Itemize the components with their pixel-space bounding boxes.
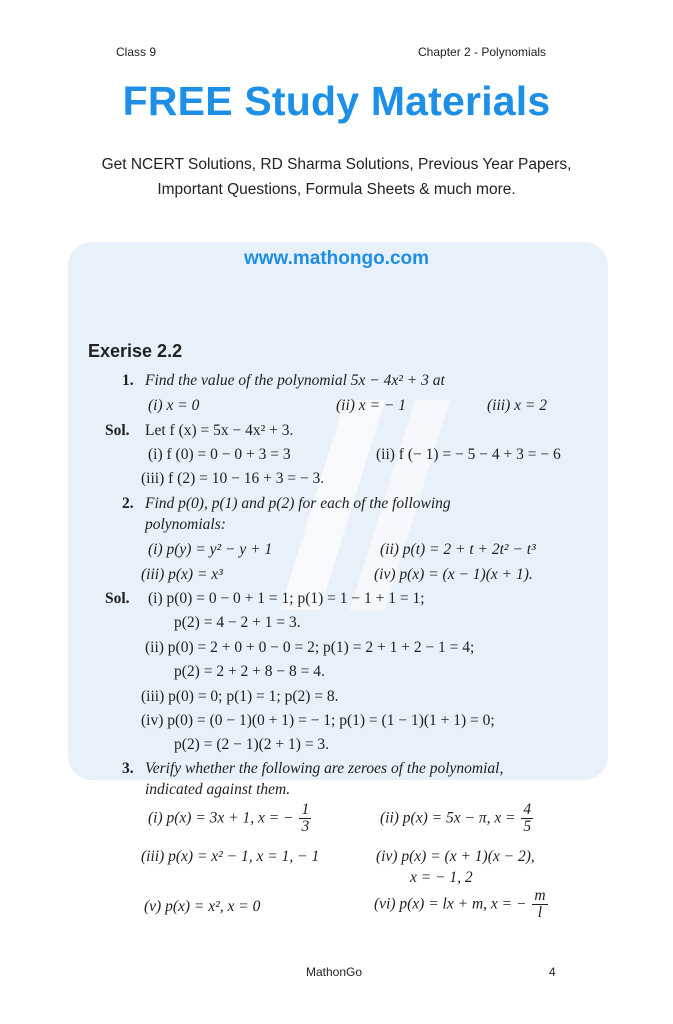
- q2-line1: Find p(0), p(1) and p(2) for each of the following: [145, 495, 451, 512]
- q3-vi-numerator: m: [534, 887, 546, 904]
- sol1-part-ii: (ii) f (− 1) = − 5 − 4 + 3 = − 6: [376, 446, 561, 463]
- q3-number: 3.: [122, 760, 134, 777]
- sol1-part-iii: (iii) f (2) = 10 − 16 + 3 = − 3.: [141, 470, 325, 487]
- class-label: Class 9: [116, 45, 157, 59]
- q3-line2: indicated against them.: [145, 781, 291, 798]
- sol2-iii: (iii) p(0) = 0; p(1) = 1; p(2) = 8.: [141, 688, 339, 705]
- q3-option-v: (v) p(x) = x², x = 0: [144, 898, 261, 915]
- q3-i-numerator: 1: [301, 801, 310, 818]
- chapter-label: Chapter 2 - Polynomials: [418, 45, 547, 59]
- q3-option-i: [148, 802, 311, 836]
- sol1-label: Sol.: [105, 422, 130, 439]
- exercise-heading: Exerise 2.2: [88, 341, 183, 361]
- sol2-label: Sol.: [105, 590, 130, 607]
- q2-option-i: (i) p(y) = y² − y + 1: [148, 541, 273, 558]
- q2-option-ii: (ii) p(t) = 2 + t + 2t² − t³: [380, 541, 536, 558]
- sol1-part-i: (i) f (0) = 0 − 0 + 3 = 3: [148, 446, 291, 463]
- q3-vi-text: (vi) p(x) = lx + m, x = −: [374, 895, 527, 913]
- q1-option-i: (i) x = 0: [148, 397, 200, 414]
- q2-option-iii: (iii) p(x) = x³: [141, 566, 223, 583]
- q3-vi-fraction: [532, 888, 547, 922]
- q3-option-ii: [380, 802, 533, 836]
- banner-subtitle-line2: Important Questions, Formula Sheets & much more.: [157, 181, 516, 198]
- banner-subtitle-line1: Get NCERT Solutions, RD Sharma Solutions, Previous Year Papers,: [101, 156, 572, 173]
- q2-option-iv: (iv) p(x) = (x − 1)(x + 1).: [374, 566, 533, 583]
- q3-ii-denominator: 5: [523, 818, 532, 836]
- q3-ii-text: (ii) p(x) = 5x − π, x =: [380, 809, 516, 827]
- banner-title: FREE Study Materials: [122, 78, 551, 124]
- q3-i-denominator: 3: [301, 818, 310, 836]
- sol2-ii-line1: (ii) p(0) = 2 + 0 + 0 − 0 = 2; p(1) = 2 + 1 + 2 − 1 = 4;: [145, 639, 475, 656]
- q2-line2: polynomials:: [145, 516, 226, 533]
- q3-option-iii: (iii) p(x) = x² − 1, x = 1, − 1: [141, 848, 320, 865]
- sol1-intro: Let f (x) = 5x − 4x² + 3.: [145, 422, 294, 439]
- website-link[interactable]: www.mathongo.com: [243, 248, 430, 269]
- page-number: 4: [549, 965, 556, 979]
- footer-brand: MathonGo: [306, 965, 363, 979]
- q3-i-fraction: [299, 802, 311, 836]
- q3-line1: Verify whether the following are zeroes of the polynomial,: [145, 760, 504, 777]
- sol2-i-line1: (i) p(0) = 0 − 0 + 1 = 1; p(1) = 1 − 1 + 1 = 1;: [148, 590, 425, 607]
- sol2-iv-line1: (iv) p(0) = (0 − 1)(0 + 1) = − 1; p(1) = (1 − 1)(1 + 1) = 0;: [141, 712, 495, 729]
- q3-option-vi: [374, 888, 548, 922]
- q2-number: 2.: [122, 495, 134, 512]
- q3-i-text: (i) p(x) = 3x + 1, x = −: [148, 809, 294, 827]
- sol2-iv-line2: p(2) = (2 − 1)(2 + 1) = 3.: [174, 736, 330, 753]
- q3-ii-fraction: [521, 802, 533, 836]
- q1-option-iii: (iii) x = 2: [487, 397, 547, 414]
- q1-text: Find the value of the polynomial 5x − 4x² + 3 at: [145, 372, 445, 389]
- q3-option-iv-line2: x = − 1, 2: [410, 869, 473, 886]
- q3-option-iv-line1: (iv) p(x) = (x + 1)(x − 2),: [376, 848, 535, 865]
- q1-number: 1.: [122, 372, 134, 389]
- q3-vi-denominator: l: [537, 904, 543, 922]
- sol2-i-line2: p(2) = 4 − 2 + 1 = 3.: [174, 614, 301, 631]
- sol2-ii-line2: p(2) = 2 + 2 + 8 − 8 = 4.: [174, 663, 325, 680]
- q1-option-ii: (ii) x = − 1: [336, 397, 406, 414]
- q3-ii-numerator: 4: [523, 801, 532, 818]
